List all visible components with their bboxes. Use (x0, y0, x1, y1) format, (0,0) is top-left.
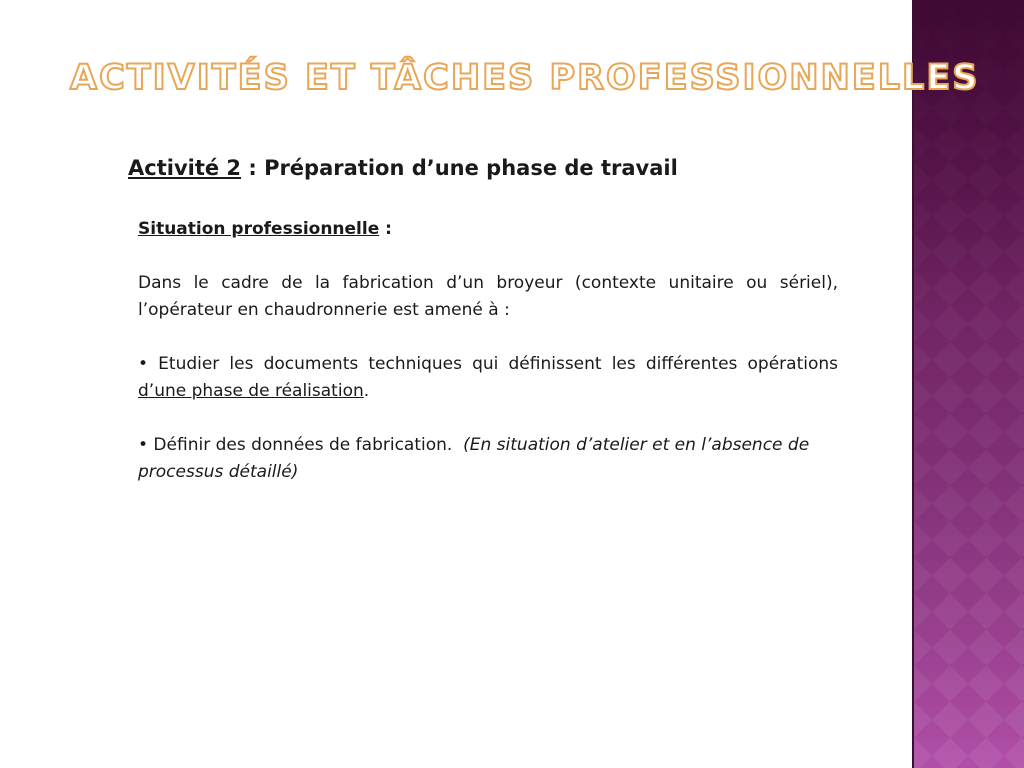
activity-title: Préparation d’une phase de travail (264, 156, 678, 180)
bullet-marker: • (138, 354, 149, 374)
situation-label: Situation professionnelle (138, 219, 380, 239)
intro-paragraph: Dans le cadre de la fabrication d’un broyeur (contexte unitaire ou sériel), l’opérateur en chaudronnerie est amené à : (138, 273, 838, 320)
bullet-italic-note: (En situation d’atelier et en l’absence de processus détaillé) (138, 435, 810, 482)
slide-body (138, 216, 838, 486)
situation-heading (138, 216, 838, 243)
bullet-item-2 (138, 432, 838, 486)
bullet-end: . (363, 381, 370, 401)
activity-separator: : (241, 156, 265, 180)
bullet-text: Définir des données de fabrication. (148, 435, 464, 455)
bullet-marker: • (138, 435, 149, 455)
situation-suffix: : (379, 219, 392, 239)
bullet-underlined-text: d’une phase de réalisation (138, 381, 364, 401)
activity-heading (128, 156, 678, 180)
bullet-text: Etudier les documents techniques qui définissent les différentes opérations (148, 354, 838, 374)
bullet-item-1 (138, 351, 838, 405)
decorative-side-band (912, 0, 1024, 768)
slide-title: ACTIVITÉS ET TÂCHES PROFESSIONNELLES (70, 58, 980, 98)
activity-label: Activité 2 (128, 156, 242, 180)
